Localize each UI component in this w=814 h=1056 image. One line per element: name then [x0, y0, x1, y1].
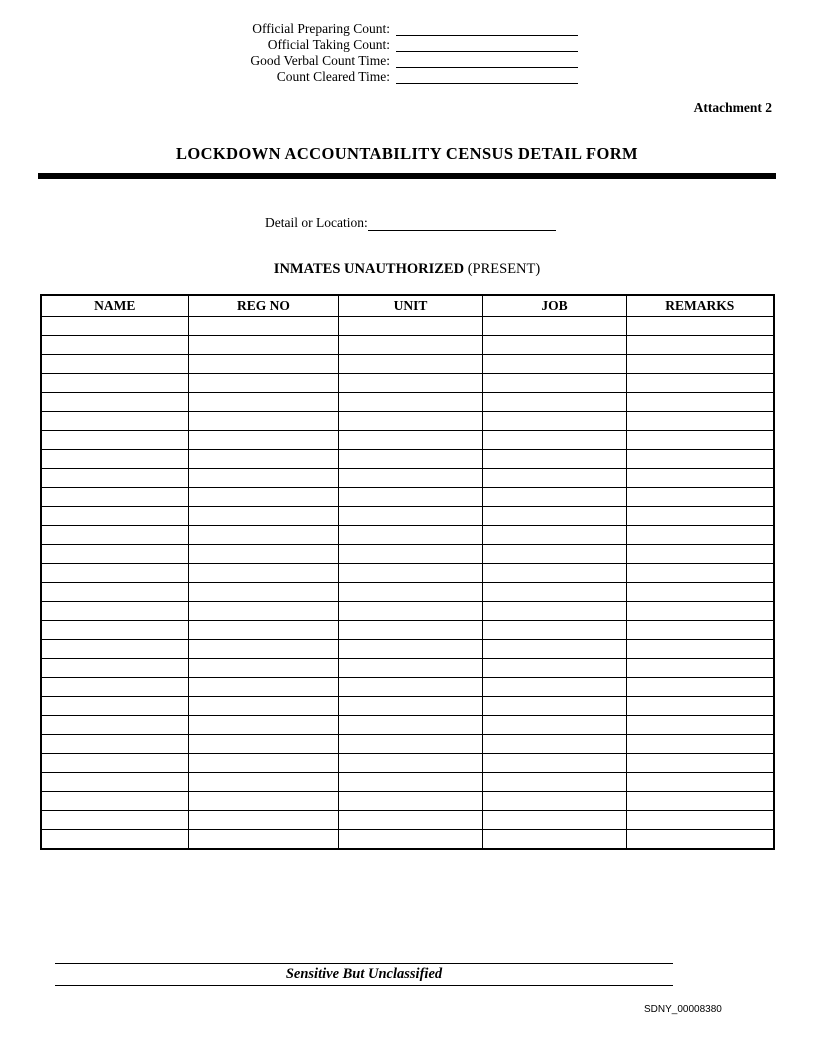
footer-rule-top [55, 963, 673, 964]
table-cell [627, 564, 774, 583]
table-cell [339, 754, 483, 773]
field-label: Official Taking Count: [267, 37, 390, 52]
table-cell [189, 469, 339, 488]
table-cell [189, 583, 339, 602]
table-cell [41, 336, 189, 355]
field-label: Good Verbal Count Time: [250, 53, 390, 68]
table-cell [189, 792, 339, 811]
table-cell [189, 735, 339, 754]
table-row [41, 811, 774, 830]
table-cell [41, 431, 189, 450]
table-cell [627, 488, 774, 507]
table-cell [189, 640, 339, 659]
table-row [41, 735, 774, 754]
table-cell [189, 754, 339, 773]
table-cell [483, 450, 627, 469]
table-cell [189, 697, 339, 716]
table-cell [339, 488, 483, 507]
census-table-header [41, 295, 774, 317]
field-official-preparing-count [0, 20, 814, 36]
table-cell [483, 545, 627, 564]
table-cell [41, 697, 189, 716]
column-header-job: JOB [483, 295, 627, 317]
table-cell [41, 450, 189, 469]
table-cell [483, 469, 627, 488]
table-header-row [41, 295, 774, 317]
table-cell [189, 355, 339, 374]
table-cell [41, 564, 189, 583]
table-cell [189, 431, 339, 450]
table-cell [483, 830, 627, 850]
section-heading-bold: INMATES UNAUTHORIZED [273, 261, 465, 277]
table-cell [41, 393, 189, 412]
detail-or-location-blank-line [368, 215, 556, 231]
table-cell [339, 678, 483, 697]
table-cell [627, 412, 774, 431]
table-cell [339, 773, 483, 792]
table-cell [627, 678, 774, 697]
table-cell [483, 640, 627, 659]
table-cell [41, 317, 189, 336]
detail-or-location-field [0, 215, 814, 233]
table-cell [483, 716, 627, 735]
field-blank-line [396, 21, 578, 36]
table-cell [41, 583, 189, 602]
table-cell [189, 678, 339, 697]
table-row [41, 526, 774, 545]
table-cell [339, 640, 483, 659]
table-cell [627, 754, 774, 773]
table-row [41, 374, 774, 393]
table-cell [483, 754, 627, 773]
table-row [41, 716, 774, 735]
table-cell [41, 640, 189, 659]
table-cell [627, 735, 774, 754]
column-header-regno: REG NO [189, 295, 339, 317]
table-cell [627, 792, 774, 811]
field-official-taking-count [0, 36, 814, 52]
table-cell [189, 811, 339, 830]
table-cell [189, 488, 339, 507]
table-cell [339, 621, 483, 640]
table-cell [41, 374, 189, 393]
classification-text: Sensitive But Unclassified [285, 966, 443, 982]
table-row [41, 640, 774, 659]
table-cell [627, 830, 774, 850]
table-row [41, 564, 774, 583]
table-row [41, 659, 774, 678]
field-label: Count Cleared Time: [276, 69, 390, 84]
table-cell [627, 336, 774, 355]
table-cell [189, 830, 339, 850]
table-cell [483, 488, 627, 507]
table-cell [41, 792, 189, 811]
table-row [41, 697, 774, 716]
table-cell [41, 735, 189, 754]
table-cell [483, 678, 627, 697]
table-cell [189, 773, 339, 792]
table-cell [189, 659, 339, 678]
table-cell [41, 773, 189, 792]
table-cell [627, 621, 774, 640]
table-cell [483, 317, 627, 336]
table-cell [189, 545, 339, 564]
table-cell [41, 412, 189, 431]
table-cell [483, 697, 627, 716]
table-cell [339, 507, 483, 526]
table-cell [483, 659, 627, 678]
bates-number: SDNY_00008380 [644, 1004, 722, 1015]
table-row [41, 317, 774, 336]
table-row [41, 545, 774, 564]
table-cell [627, 374, 774, 393]
column-header-remarks: REMARKS [627, 295, 774, 317]
table-cell [483, 735, 627, 754]
column-header-unit: UNIT [339, 295, 483, 317]
footer-rule-bottom [55, 985, 673, 986]
table-cell [483, 507, 627, 526]
table-cell [483, 336, 627, 355]
table-cell [189, 412, 339, 431]
table-cell [189, 336, 339, 355]
table-cell [41, 830, 189, 850]
table-cell [41, 469, 189, 488]
field-count-cleared-time [0, 68, 814, 84]
table-cell [339, 697, 483, 716]
table-cell [483, 355, 627, 374]
field-label: Official Preparing Count: [252, 21, 390, 36]
table-cell [339, 792, 483, 811]
table-cell [339, 412, 483, 431]
table-row [41, 488, 774, 507]
table-cell [627, 317, 774, 336]
table-row [41, 621, 774, 640]
section-heading [0, 261, 814, 278]
table-cell [339, 564, 483, 583]
table-cell [627, 431, 774, 450]
table-row [41, 507, 774, 526]
field-blank-line [396, 37, 578, 52]
column-header-name: NAME [41, 295, 189, 317]
table-cell [339, 735, 483, 754]
table-cell [41, 754, 189, 773]
table-cell [339, 317, 483, 336]
table-row [41, 830, 774, 850]
table-row [41, 355, 774, 374]
table-cell [189, 317, 339, 336]
table-cell [483, 564, 627, 583]
table-row [41, 412, 774, 431]
form-title: LOCKDOWN ACCOUNTABILITY CENSUS DETAIL FORM [175, 144, 639, 163]
field-good-verbal-count-time [0, 52, 814, 68]
table-cell [483, 621, 627, 640]
table-cell [627, 507, 774, 526]
table-cell [41, 716, 189, 735]
table-cell [483, 773, 627, 792]
table-cell [189, 621, 339, 640]
table-cell [41, 678, 189, 697]
table-cell [339, 583, 483, 602]
table-row [41, 754, 774, 773]
table-cell [483, 811, 627, 830]
table-cell [339, 355, 483, 374]
table-row [41, 773, 774, 792]
table-cell [483, 393, 627, 412]
title-rule-divider [38, 173, 776, 179]
table-cell [483, 374, 627, 393]
section-heading-regular: (PRESENT) [467, 261, 541, 277]
table-row [41, 469, 774, 488]
table-cell [41, 545, 189, 564]
table-cell [189, 393, 339, 412]
table-row [41, 792, 774, 811]
table-cell [483, 792, 627, 811]
table-cell [339, 469, 483, 488]
count-fields [0, 0, 814, 84]
table-cell [483, 431, 627, 450]
table-cell [339, 526, 483, 545]
table-row [41, 450, 774, 469]
table-cell [339, 830, 483, 850]
table-cell [627, 697, 774, 716]
table-cell [627, 640, 774, 659]
table-cell [339, 602, 483, 621]
table-cell [339, 393, 483, 412]
attachment-label: Attachment 2 [693, 100, 772, 115]
table-cell [627, 545, 774, 564]
table-cell [339, 659, 483, 678]
table-cell [627, 773, 774, 792]
table-cell [41, 526, 189, 545]
table-cell [189, 507, 339, 526]
field-blank-line [396, 69, 578, 84]
table-cell [627, 583, 774, 602]
table-cell [627, 393, 774, 412]
field-blank-line [396, 53, 578, 68]
table-cell [483, 602, 627, 621]
table-cell [627, 469, 774, 488]
table-cell [339, 431, 483, 450]
table-cell [41, 355, 189, 374]
table-cell [41, 507, 189, 526]
table-cell [189, 526, 339, 545]
table-cell [339, 374, 483, 393]
table-cell [41, 811, 189, 830]
table-cell [41, 659, 189, 678]
table-cell [189, 716, 339, 735]
table-cell [41, 602, 189, 621]
census-table [40, 294, 775, 850]
table-cell [41, 621, 189, 640]
table-cell [627, 602, 774, 621]
table-cell [627, 659, 774, 678]
table-row [41, 393, 774, 412]
table-cell [189, 374, 339, 393]
table-cell [483, 526, 627, 545]
table-row [41, 602, 774, 621]
table-cell [339, 336, 483, 355]
table-cell [189, 564, 339, 583]
table-cell [627, 811, 774, 830]
table-row [41, 431, 774, 450]
table-cell [339, 545, 483, 564]
table-row [41, 336, 774, 355]
table-cell [339, 811, 483, 830]
table-cell [189, 602, 339, 621]
table-cell [41, 488, 189, 507]
table-cell [339, 450, 483, 469]
classification-footer [55, 963, 673, 986]
table-row [41, 678, 774, 697]
table-cell [189, 450, 339, 469]
census-table-body [41, 317, 774, 850]
table-row [41, 583, 774, 602]
table-cell [627, 355, 774, 374]
table-cell [483, 412, 627, 431]
table-cell [483, 583, 627, 602]
table-cell [339, 716, 483, 735]
table-cell [627, 450, 774, 469]
detail-or-location-label: Detail or Location: [265, 215, 368, 230]
table-cell [627, 526, 774, 545]
table-cell [627, 716, 774, 735]
